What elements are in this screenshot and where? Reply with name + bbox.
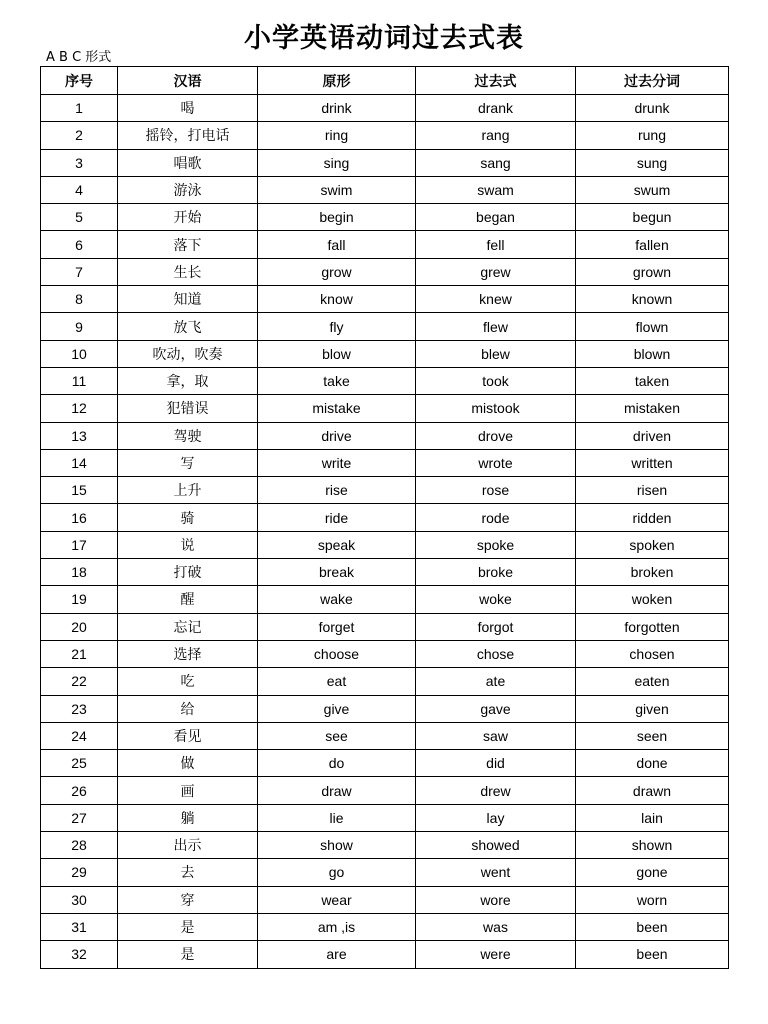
cell-base-form: break [258,559,416,586]
section-label: A B C 形式 [46,50,112,65]
cell-past-participle: drunk [576,95,729,122]
cell-base-form: swim [258,176,416,203]
table-row [41,204,729,231]
cell-base-form: ring [258,122,416,149]
cell-past-participle: sung [576,149,729,176]
table-row [41,504,729,531]
cell-chinese: 出示 [118,832,258,859]
table-header-row [41,67,729,95]
table-row [41,313,729,340]
cell-number: 15 [41,477,118,504]
cell-chinese: 写 [118,449,258,476]
cell-past-tense: lay [416,804,576,831]
cell-number: 28 [41,832,118,859]
cell-past-tense: grew [416,258,576,285]
cell-number: 9 [41,313,118,340]
cell-base-form: do [258,750,416,777]
cell-number: 1 [41,95,118,122]
cell-past-tense: fell [416,231,576,258]
cell-number: 32 [41,941,118,968]
table-row [41,531,729,558]
cell-past-participle: gone [576,859,729,886]
cell-past-participle: fallen [576,231,729,258]
table-row [41,286,729,313]
table-row [41,340,729,367]
cell-base-form: go [258,859,416,886]
cell-base-form: sing [258,149,416,176]
cell-past-participle: rung [576,122,729,149]
cell-past-tense: wore [416,886,576,913]
cell-chinese: 穿 [118,886,258,913]
cell-chinese: 是 [118,941,258,968]
cell-chinese: 摇铃，打电话 [118,122,258,149]
cell-base-form: choose [258,640,416,667]
cell-past-tense: drew [416,777,576,804]
table-row [41,122,729,149]
cell-past-participle: drawn [576,777,729,804]
cell-past-participle: swum [576,176,729,203]
cell-base-form: are [258,941,416,968]
table-row [41,258,729,285]
cell-past-tense: forgot [416,613,576,640]
cell-chinese: 拿，取 [118,367,258,394]
cell-number: 18 [41,559,118,586]
cell-past-tense: showed [416,832,576,859]
cell-number: 21 [41,640,118,667]
table-row [41,941,729,968]
cell-chinese: 打破 [118,559,258,586]
cell-base-form: blow [258,340,416,367]
cell-chinese: 是 [118,913,258,940]
cell-number: 4 [41,176,118,203]
cell-past-participle: mistaken [576,395,729,422]
table-row [41,832,729,859]
table-row [41,913,729,940]
table-row [41,559,729,586]
cell-chinese: 画 [118,777,258,804]
table-row [41,477,729,504]
cell-number: 2 [41,122,118,149]
cell-past-tense: were [416,941,576,968]
cell-past-tense: wrote [416,449,576,476]
cell-past-tense: took [416,367,576,394]
cell-past-participle: blown [576,340,729,367]
cell-number: 26 [41,777,118,804]
cell-number: 29 [41,859,118,886]
table-row [41,613,729,640]
cell-past-participle: chosen [576,640,729,667]
cell-past-participle: ridden [576,504,729,531]
cell-chinese: 选择 [118,640,258,667]
cell-chinese: 说 [118,531,258,558]
cell-base-form: draw [258,777,416,804]
cell-base-form: rise [258,477,416,504]
table-row [41,449,729,476]
table-row [41,395,729,422]
cell-past-participle: flown [576,313,729,340]
table-row [41,367,729,394]
cell-chinese: 上升 [118,477,258,504]
cell-past-tense: blew [416,340,576,367]
cell-chinese: 看见 [118,722,258,749]
cell-past-participle: broken [576,559,729,586]
cell-past-tense: rode [416,504,576,531]
cell-past-participle: shown [576,832,729,859]
cell-past-tense: began [416,204,576,231]
page-title: 小学英语动词过去式表 [244,23,524,54]
cell-past-tense: rang [416,122,576,149]
table-row [41,149,729,176]
cell-chinese: 放飞 [118,313,258,340]
table-row [41,231,729,258]
cell-base-form: grow [258,258,416,285]
cell-past-participle: given [576,695,729,722]
cell-base-form: give [258,695,416,722]
cell-past-tense: ate [416,668,576,695]
cell-past-participle: spoken [576,531,729,558]
cell-number: 17 [41,531,118,558]
cell-past-participle: known [576,286,729,313]
cell-chinese: 忘记 [118,613,258,640]
cell-number: 30 [41,886,118,913]
table-row [41,668,729,695]
cell-number: 6 [41,231,118,258]
cell-chinese: 游泳 [118,176,258,203]
cell-base-form: see [258,722,416,749]
cell-base-form: drive [258,422,416,449]
cell-number: 23 [41,695,118,722]
header-base-form: 原形 [258,67,416,95]
cell-chinese: 开始 [118,204,258,231]
cell-past-tense: saw [416,722,576,749]
table-row [41,804,729,831]
cell-base-form: wake [258,586,416,613]
header-past-tense: 过去式 [416,67,576,95]
cell-past-participle: been [576,913,729,940]
cell-past-tense: drove [416,422,576,449]
cell-number: 7 [41,258,118,285]
cell-past-participle: woken [576,586,729,613]
cell-chinese: 驾驶 [118,422,258,449]
cell-past-participle: begun [576,204,729,231]
cell-chinese: 做 [118,750,258,777]
cell-number: 11 [41,367,118,394]
cell-number: 27 [41,804,118,831]
cell-past-tense: spoke [416,531,576,558]
cell-past-participle: worn [576,886,729,913]
cell-number: 5 [41,204,118,231]
cell-base-form: know [258,286,416,313]
cell-base-form: wear [258,886,416,913]
table-row [41,750,729,777]
cell-base-form: write [258,449,416,476]
header-past-participle: 过去分词 [576,67,729,95]
cell-past-participle: done [576,750,729,777]
cell-chinese: 知道 [118,286,258,313]
cell-past-participle: grown [576,258,729,285]
cell-past-tense: broke [416,559,576,586]
cell-number: 8 [41,286,118,313]
cell-number: 24 [41,722,118,749]
table-row [41,586,729,613]
cell-past-tense: chose [416,640,576,667]
cell-base-form: ride [258,504,416,531]
cell-chinese: 躺 [118,804,258,831]
cell-base-form: forget [258,613,416,640]
cell-base-form: begin [258,204,416,231]
table-row [41,859,729,886]
cell-past-tense: was [416,913,576,940]
cell-past-participle: written [576,449,729,476]
cell-base-form: am ,is [258,913,416,940]
cell-past-tense: drank [416,95,576,122]
cell-past-participle: eaten [576,668,729,695]
cell-past-participle: risen [576,477,729,504]
cell-past-participle: taken [576,367,729,394]
cell-base-form: drink [258,95,416,122]
cell-chinese: 吃 [118,668,258,695]
cell-chinese: 给 [118,695,258,722]
cell-past-tense: rose [416,477,576,504]
cell-chinese: 醒 [118,586,258,613]
cell-number: 13 [41,422,118,449]
table-row [41,176,729,203]
cell-chinese: 落下 [118,231,258,258]
cell-number: 10 [41,340,118,367]
table-row [41,695,729,722]
header-chinese: 汉语 [118,67,258,95]
cell-number: 19 [41,586,118,613]
cell-chinese: 唱歌 [118,149,258,176]
cell-past-tense: knew [416,286,576,313]
cell-past-tense: woke [416,586,576,613]
cell-past-participle: driven [576,422,729,449]
cell-number: 22 [41,668,118,695]
table-row [41,886,729,913]
cell-number: 20 [41,613,118,640]
cell-past-participle: forgotten [576,613,729,640]
header-number: 序号 [41,67,118,95]
cell-base-form: take [258,367,416,394]
cell-past-tense: went [416,859,576,886]
cell-past-tense: sang [416,149,576,176]
table-row [41,95,729,122]
cell-chinese: 喝 [118,95,258,122]
verb-table [40,66,729,969]
cell-number: 3 [41,149,118,176]
cell-base-form: show [258,832,416,859]
cell-number: 12 [41,395,118,422]
cell-base-form: lie [258,804,416,831]
cell-number: 16 [41,504,118,531]
table-row [41,777,729,804]
cell-past-participle: been [576,941,729,968]
cell-past-participle: seen [576,722,729,749]
table-row [41,640,729,667]
cell-base-form: speak [258,531,416,558]
cell-past-tense: did [416,750,576,777]
cell-base-form: fly [258,313,416,340]
cell-past-tense: flew [416,313,576,340]
cell-chinese: 去 [118,859,258,886]
cell-chinese: 生长 [118,258,258,285]
table-row [41,722,729,749]
cell-number: 14 [41,449,118,476]
cell-number: 25 [41,750,118,777]
cell-chinese: 犯错误 [118,395,258,422]
cell-base-form: eat [258,668,416,695]
cell-past-tense: swam [416,176,576,203]
cell-chinese: 骑 [118,504,258,531]
cell-past-tense: gave [416,695,576,722]
cell-past-participle: lain [576,804,729,831]
cell-past-tense: mistook [416,395,576,422]
cell-chinese: 吹动，吹奏 [118,340,258,367]
cell-base-form: fall [258,231,416,258]
table-row [41,422,729,449]
cell-base-form: mistake [258,395,416,422]
cell-number: 31 [41,913,118,940]
